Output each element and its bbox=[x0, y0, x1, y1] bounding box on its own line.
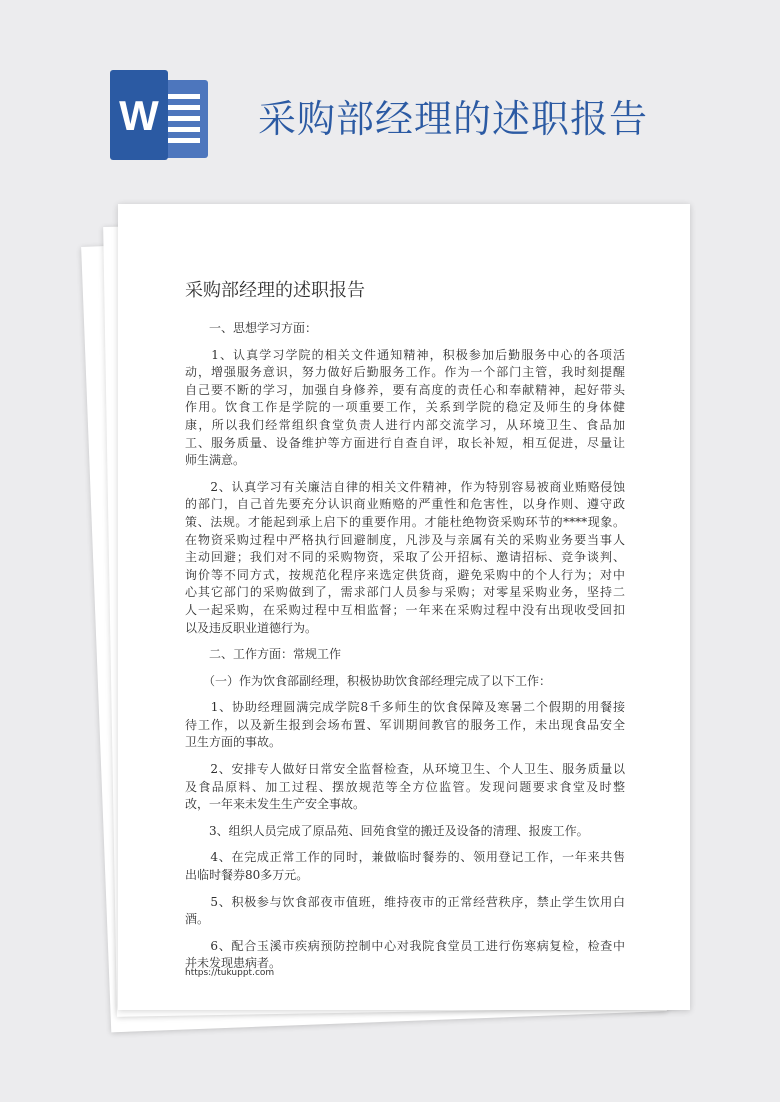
text-line: 一、思想学习方面： bbox=[185, 321, 318, 335]
text-line: 二、工作方面：常规工作 bbox=[185, 647, 342, 662]
document-body bbox=[185, 320, 625, 982]
document-paragraph bbox=[185, 699, 625, 752]
text-line: 在物资采购过程中严格执行回避制度，凡涉及与亲属有关的采购业务要当事人 bbox=[185, 532, 625, 547]
document-paragraph bbox=[185, 894, 625, 929]
document-paragraph bbox=[185, 479, 625, 637]
text-line: 出临时餐券80多万元。 bbox=[185, 868, 309, 883]
text-line: 自己要不断的学习，加强自身修养，要有高度的责任心和奉献精神，起好带头 bbox=[185, 382, 625, 397]
footer-url: https://tukuppt.com bbox=[185, 968, 275, 978]
word-document-icon bbox=[108, 66, 212, 166]
text-line: （一）作为饮食部副经理，积极协助饮食部经理完成了以下工作： bbox=[185, 673, 552, 688]
text-line: 1、认真学习学院的相关文件通知精神，积极参加后勤服务中心的各项活 bbox=[185, 347, 625, 362]
document-paragraph bbox=[185, 761, 625, 814]
text-line: 2、认真学习有关廉洁自律的相关文件精神，作为特别容易被商业贿赂侵蚀 bbox=[185, 479, 625, 494]
text-line: 卫生方面的事故。 bbox=[185, 735, 282, 750]
text-line: 康，所以我们经常组织食堂负责人进行内部交流学习，从环境卫生、食品加 bbox=[185, 417, 625, 432]
page-title: 采购部经理的述职报告 bbox=[258, 97, 649, 141]
banner-header bbox=[0, 0, 780, 200]
document-paragraph bbox=[185, 823, 625, 841]
text-line: 3、组织人员完成了原品苑、回苑食堂的搬迁及设备的清理、报废工作。 bbox=[185, 823, 589, 838]
text-line: 主动回避；我们对不同的采购物资，采取了公开招标、邀请招标、竞争谈判、 bbox=[185, 550, 625, 565]
text-line: 酒。 bbox=[185, 912, 210, 927]
text-line: 1、协助经理圆满完成学院8千多师生的饮食保障及寒暑二个假期的用餐接 bbox=[185, 700, 625, 715]
text-line: 2、安排专人做好日常安全监督检查，从环境卫生、个人卫生、服务质量以 bbox=[185, 762, 625, 777]
document-paragraph bbox=[185, 673, 625, 691]
text-line: 以及违反职业道德行为。 bbox=[185, 620, 318, 635]
word-icon-letter: W bbox=[119, 92, 159, 139]
text-line: 策、法规。才能起到承上启下的重要作用。才能杜绝物资采购环节的****现象。 bbox=[185, 514, 625, 529]
document-paragraph bbox=[185, 347, 625, 470]
text-line: 工、服务质量、设备维护等方面进行自查自评，取长补短，相互促进，尽量让 bbox=[185, 435, 625, 450]
text-line: 师生满意。 bbox=[185, 453, 246, 468]
text-line: 的部门，自己首先要充分认识商业贿赂的严重性和危害性，以身作则、遵守政 bbox=[185, 497, 625, 512]
text-line: 5、积极参与饮食部夜市值班，维持夜市的正常经营秩序，禁止学生饮用白 bbox=[185, 894, 625, 909]
text-line: 改，一年来未发生生产安全事故。 bbox=[185, 797, 366, 812]
text-line: 动，增强服务意识，努力做好后勤服务工作。作为一个部门主管，我时刻提醒 bbox=[185, 365, 625, 380]
text-line: 待工作，以及新生报到会场布置、军训期间教官的服务工作，未出现食品安全 bbox=[185, 717, 625, 732]
text-line: 并未发现患病者。 bbox=[185, 956, 282, 971]
text-line: 及食品原料、加工过程、摆放规范等全方位监管。发现问题要求食堂及时整 bbox=[185, 779, 625, 794]
document-paragraph bbox=[185, 849, 625, 884]
text-line: 4、在完成正常工作的同时，兼做临时餐券的、领用登记工作，一年来共售 bbox=[185, 850, 625, 865]
text-line: 作用。饮食工作是学院的一项重要工作，关系到学院的稳定及师生的身体健 bbox=[185, 400, 625, 415]
document-page bbox=[118, 204, 690, 1010]
text-line: 6、配合玉溪市疾病预防控制中心对我院食堂员工进行伤寒病复检，检查中 bbox=[185, 938, 625, 953]
document-title: 采购部经理的述职报告 bbox=[185, 280, 365, 301]
document-paragraph bbox=[185, 320, 625, 338]
text-line: 人一起采购，在采购过程中互相监督；一年来在采购过程中没有出现收受回扣 bbox=[185, 602, 625, 617]
text-line: 心其它部门的采购做到了，需求部门人员参与采购；对零星采购业务，坚持二 bbox=[185, 585, 625, 600]
text-line: 询价等不同方式，按规范化程序来选定供货商，避免采购中的个人行为；对中 bbox=[185, 567, 625, 582]
document-paragraph bbox=[185, 646, 625, 664]
